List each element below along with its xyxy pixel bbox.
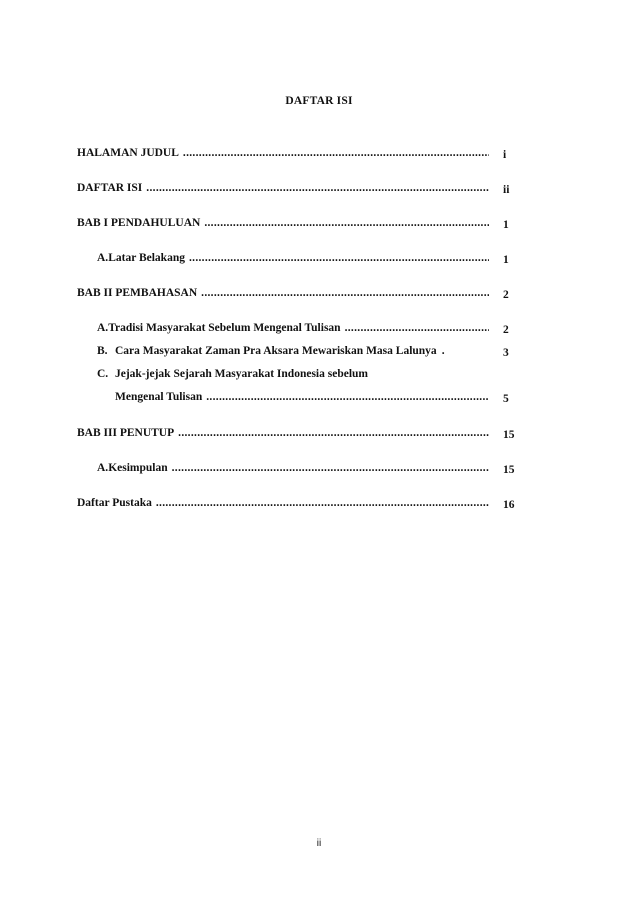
toc-entry-daftar-isi[interactable] <box>77 182 489 198</box>
toc-page-number: i <box>503 149 507 161</box>
toc-leader-dots <box>179 147 489 159</box>
toc-leader-dots <box>200 217 489 229</box>
toc-entry-prefix: A. <box>97 252 109 264</box>
page-number-footer: ii <box>316 838 322 849</box>
toc-entry-label: Jejak-jejak Sejarah Masyarakat Indonesia sebelum <box>115 368 368 380</box>
toc-entry-label: BAB II PEMBAHASAN <box>77 287 198 299</box>
toc-leader-dots <box>174 427 489 439</box>
toc-entry-label: DAFTAR ISI <box>77 182 143 194</box>
toc-entry-latar-belakang[interactable] <box>97 252 489 268</box>
toc-entry-label: BAB III PENUTUP <box>77 427 175 439</box>
toc-entry-prefix: C. <box>97 368 109 380</box>
toc-entry-prefix: B. <box>97 345 108 357</box>
toc-entry-label: Kesimpulan <box>108 462 168 474</box>
toc-page-number: 2 <box>503 289 509 301</box>
toc-page-number: 1 <box>503 219 509 231</box>
toc-entry-halaman-judul[interactable] <box>77 147 489 163</box>
toc-entry-bab-ii[interactable] <box>77 287 489 303</box>
toc-page-number: 1 <box>503 254 509 266</box>
toc-page-number: 16 <box>503 499 515 511</box>
toc-entry-tradisi[interactable] <box>97 322 489 338</box>
toc-entry-prefix: A. <box>97 462 109 474</box>
toc-entry-label: Daftar Pustaka <box>77 497 152 509</box>
toc-entry-jejak-jejak[interactable] <box>97 368 489 384</box>
toc-page-number: 3 <box>503 347 509 359</box>
toc-leader-dots <box>341 322 489 334</box>
toc-entry-trailing-dot: . <box>441 345 445 357</box>
toc-leader-dots <box>202 391 489 403</box>
toc-page-number: 15 <box>503 464 515 476</box>
toc-entry-kesimpulan[interactable] <box>97 462 489 478</box>
toc-leader-dots <box>142 182 489 194</box>
toc-page-number: 5 <box>503 393 509 405</box>
toc-leader-dots <box>185 252 489 264</box>
toc-entry-bab-i[interactable] <box>77 217 489 233</box>
toc-leader-dots <box>197 287 489 299</box>
toc-entry-label: Mengenal Tulisan <box>115 391 203 403</box>
page-title: DAFTAR ISI <box>285 95 353 107</box>
toc-page-number: ii <box>503 184 510 196</box>
toc-entry-bab-iii[interactable] <box>77 427 489 443</box>
toc-leader-dots <box>168 462 489 474</box>
toc-entry-mengenal-tulisan[interactable] <box>115 391 489 407</box>
toc-entry-daftar-pustaka[interactable] <box>77 497 489 513</box>
toc-entry-prefix: A. <box>97 322 109 334</box>
toc-entry-label: Cara Masyarakat Zaman Pra Aksara Mewariskan Masa Lalunya <box>115 345 437 357</box>
toc-page-number: 2 <box>503 324 509 336</box>
toc-entry-label: Latar Belakang <box>108 252 185 264</box>
toc-entry-cara-masyarakat[interactable] <box>97 345 489 361</box>
toc-entry-label: BAB I PENDAHULUAN <box>77 217 201 229</box>
toc-entry-label: HALAMAN JUDUL <box>77 147 179 159</box>
toc-page-number: 15 <box>503 429 515 441</box>
toc-entry-label: Tradisi Masyarakat Sebelum Mengenal Tulisan <box>108 322 341 334</box>
toc-leader-dots <box>152 497 489 509</box>
